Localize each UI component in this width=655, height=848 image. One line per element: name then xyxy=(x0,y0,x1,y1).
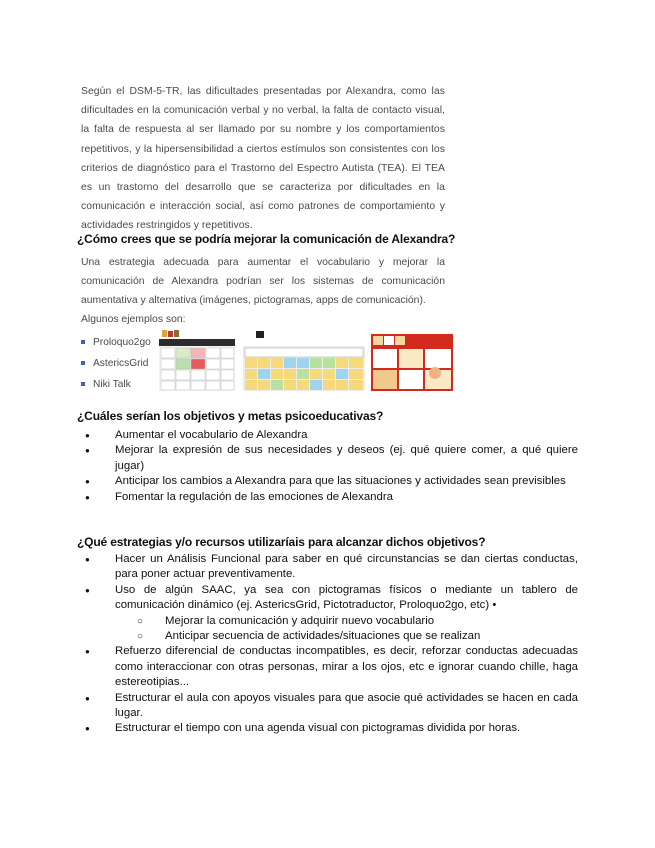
strategy-saac-text: Uso de algún SAAC, ya sea con pictogramas físicos o mediante un tablero de comunicación dinámico (ej. AstericsGrid, Pictotraductor, Proloquo2go, etc) • xyxy=(115,583,578,612)
answer-examples-intro: Algunos ejemplos son: xyxy=(81,314,186,325)
app-examples-list xyxy=(81,332,161,395)
saac-sublist xyxy=(115,614,578,645)
objective-item: ● Aumentar el vocabulario de Alexandra xyxy=(84,428,578,443)
strategy-item: ● Estructurar el aula con apoyos visuales para que asocie qué actividades se hacen en cada lugar. xyxy=(84,691,578,722)
app-item-astericsgrid: AstericsGrid xyxy=(81,353,161,374)
saac-subitem: ○ Anticipar secuencia de actividades/situaciones que se realizan xyxy=(115,629,578,644)
strategy-item: ● Hacer un Análisis Funcional para saber en qué circunstancias se dan ciertas conductas, para poner actuar preventivamente. xyxy=(84,552,578,583)
objectives-list xyxy=(84,428,578,505)
saac-subitem: ○ Mejorar la comunicación y adquirir nuevo vocabulario xyxy=(115,614,578,629)
objective-item: ● Mejorar la expresión de sus necesidades y deseos (ej. qué quiere comer, a qué quiere jugar) xyxy=(84,443,578,474)
app-item-proloquo2go: Proloquo2go xyxy=(81,332,161,353)
niki-talk-screenshot xyxy=(371,334,453,391)
astericsgrid-screenshot xyxy=(243,331,365,391)
question-communication: ¿Cómo crees que se podría mejorar la comunicación de Alexandra? xyxy=(77,232,456,246)
question-objectives: ¿Cuáles serían los objetivos y metas psicoeducativas? xyxy=(77,409,384,423)
app-item-niki-talk: Niki Talk xyxy=(81,374,161,395)
answer-paragraph xyxy=(81,253,445,329)
strategy-item-saac xyxy=(84,583,578,645)
aac-app-screenshots xyxy=(159,329,453,391)
intro-paragraph: Según el DSM-5-TR, las dificultades presentadas por Alexandra, como las dificultades en la comunicación verbal y no verbal, la falta de contacto visual, la falta de respuesta al ser llamado por su nombre y los comportamientos repetitivos, y la hipersensibilidad a ciertos estímulos son consistentes con los criterios de diagnóstico para el Trastorno del Espectro Autista (TEA). El TEA es un trastorno del desarrollo que se caracteriza por dificultades en la comunicación e interacción social, así como patrones de comportamiento y actividades restringidos y repetitivos. xyxy=(81,86,445,232)
question-strategies: ¿Qué estrategias y/o recursos utilizaríais para alcanzar dichos objetivos? xyxy=(77,535,486,549)
objective-item: ● Anticipar los cambios a Alexandra para que las situaciones y actividades sean previsibles xyxy=(84,474,578,489)
answer-text: Una estrategia adecuada para aumentar el vocabulario y mejorar la comunicación de Alexandra podrían ser los sistemas de comunicación aumentativa y alternativa (imágenes, pictogramas, apps de comunicación). xyxy=(81,257,445,306)
strategies-list xyxy=(84,552,578,737)
proloquo2go-screenshot xyxy=(159,329,235,391)
objective-item: ● Fomentar la regulación de las emociones de Alexandra xyxy=(84,490,578,505)
strategy-item: ● Refuerzo diferencial de conductas incompatibles, es decir, reforzar conductas adecuadas como interaccionar con otras personas, mirar a los ojos, etc e ignorar cuando chille, haga estereotipias... xyxy=(84,644,578,690)
strategy-item: ● Estructurar el tiempo con una agenda visual con pictogramas dividida por horas. xyxy=(84,721,578,736)
